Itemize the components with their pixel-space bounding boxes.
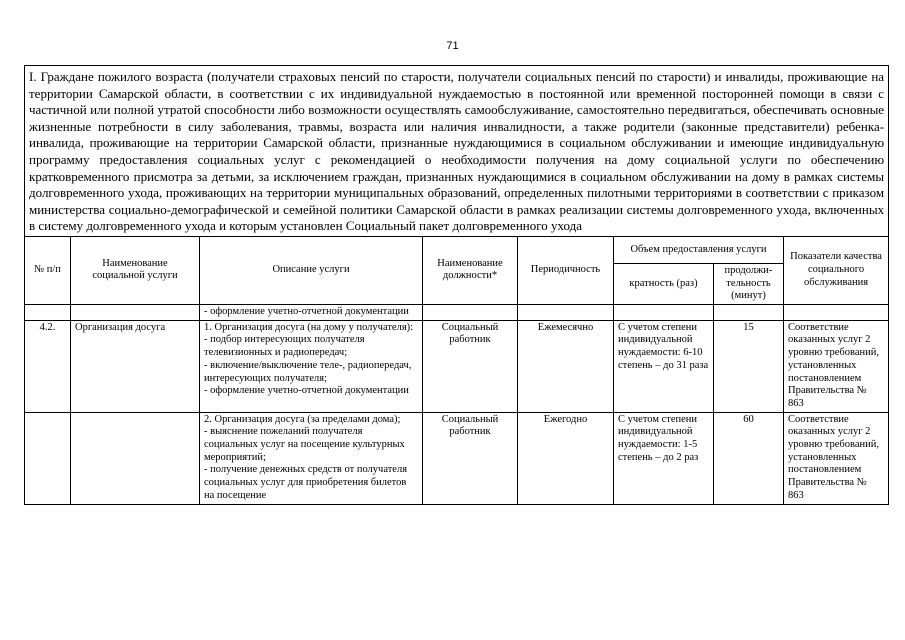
cell-frequency: С учетом степени индивидуальной нуждаемости: 1-5 степень – до 2 раз — [614, 412, 714, 504]
cell-description — [200, 305, 423, 321]
cell-quality — [784, 305, 889, 321]
cell-periodicity: Ежемесячно — [518, 320, 614, 412]
header-periodicity: Периодичность — [518, 236, 614, 304]
description-line: - получение денежных средств от получателя социальных услуг для приобретения билетов на посещение — [204, 464, 408, 501]
cell-service-name — [71, 305, 200, 321]
cell-service-name: Организация досуга — [71, 320, 200, 412]
cell-description — [200, 320, 423, 412]
header-quality: Показатели качества социального обслуживания — [784, 236, 889, 304]
header-volume: Объем предоставления услуги — [614, 236, 784, 263]
cell-periodicity — [518, 305, 614, 321]
header-description: Описание услуги — [200, 236, 423, 304]
header-frequency: кратность (раз) — [614, 263, 714, 304]
cell-service-name — [71, 412, 200, 504]
cell-frequency: С учетом степени индивидуальной нуждаемости: 6-10 степень – до 31 раза — [614, 320, 714, 412]
description-line: 2. Организация досуга (за пределами дома); — [204, 413, 401, 425]
cell-duration — [714, 305, 784, 321]
description-line: - подбор интересующих получателя телевизионных и радиопередач; — [204, 334, 365, 359]
table-row — [25, 320, 889, 412]
cell-num: 4.2. — [25, 320, 71, 412]
header-position: Наименование должности* — [423, 236, 518, 304]
cell-position: Социальный работник — [423, 320, 518, 412]
description-line: - включение/выключение теле-, радиопередач, интересующих получателя; — [204, 359, 412, 384]
services-table — [24, 65, 889, 505]
cell-num — [25, 305, 71, 321]
cell-periodicity: Ежегодно — [518, 412, 614, 504]
description-line: - выяснение пожеланий получателя социальных услуг на посещение культурных мероприятий; — [204, 426, 405, 463]
cell-position — [423, 305, 518, 321]
cell-position: Социальный работник — [423, 412, 518, 504]
header-service-name: Наименование социальной услуги — [71, 236, 200, 304]
page-number: 71 — [446, 40, 459, 52]
table-row — [25, 305, 889, 321]
cell-frequency — [614, 305, 714, 321]
cell-quality: Соответствие оказанных услуг 2 уровню требований, установленных постановлением Правительства № 863 — [784, 320, 889, 412]
description-line: 1. Организация досуга (на дому у получателя): — [204, 321, 414, 333]
header-row — [25, 236, 889, 263]
description-line: - оформление учетно-отчетной документации — [204, 385, 409, 397]
header-num: № п/п — [25, 236, 71, 304]
cell-duration: 60 — [714, 412, 784, 504]
section-row — [25, 66, 889, 237]
cell-num — [25, 412, 71, 504]
description-line: - оформление учетно-отчетной документации — [204, 306, 409, 318]
table-row — [25, 412, 889, 504]
cell-duration: 15 — [714, 320, 784, 412]
cell-description — [200, 412, 423, 504]
section-title: I. Граждане пожилого возраста (получатели страховых пенсий по старости, получатели социальных пенсий по старости) и инвалиды, проживающие на территории Самарской области, в соответствии с их индивидуальной нуждаемостью в постоянной или временной посторонней помощи в связи с частичной или полной утратой способности либо возможности осуществлять самообслуживание, самостоятельно передвигаться, обеспечивать основные жизненные потребности в силу заболевания, травмы, возраста или наличия инвалидности, а также родители (законные представители) ребенка-инвалида, проживающие на территории Самарской области, признанные нуждающимися в социальном обслуживании и имеющие индивидуальную программу предоставления социальных услуг с рекомендацией о необходимости получения на дому социальной услуги по обеспечению кратковременного присмотра за детьми, за исключением граждан, признанных нуждающимися в социальном обслуживании на дому в рамках системы долговременного ухода, проживающих на территории муниципальных образований, определенных пилотными территориями в соответствии с приказом министерства социально-демографической и семейной политики Самарской области в рамках реализации системы долговременного ухода, включенных в систему долговременного ухода и которым установлен Социальный пакет долговременного ухода — [25, 66, 889, 237]
header-duration: продолжи-тельность (минут) — [714, 263, 784, 304]
cell-quality: Соответствие оказанных услуг 2 уровню требований, установленных постановлением Правительства № 863 — [784, 412, 889, 504]
